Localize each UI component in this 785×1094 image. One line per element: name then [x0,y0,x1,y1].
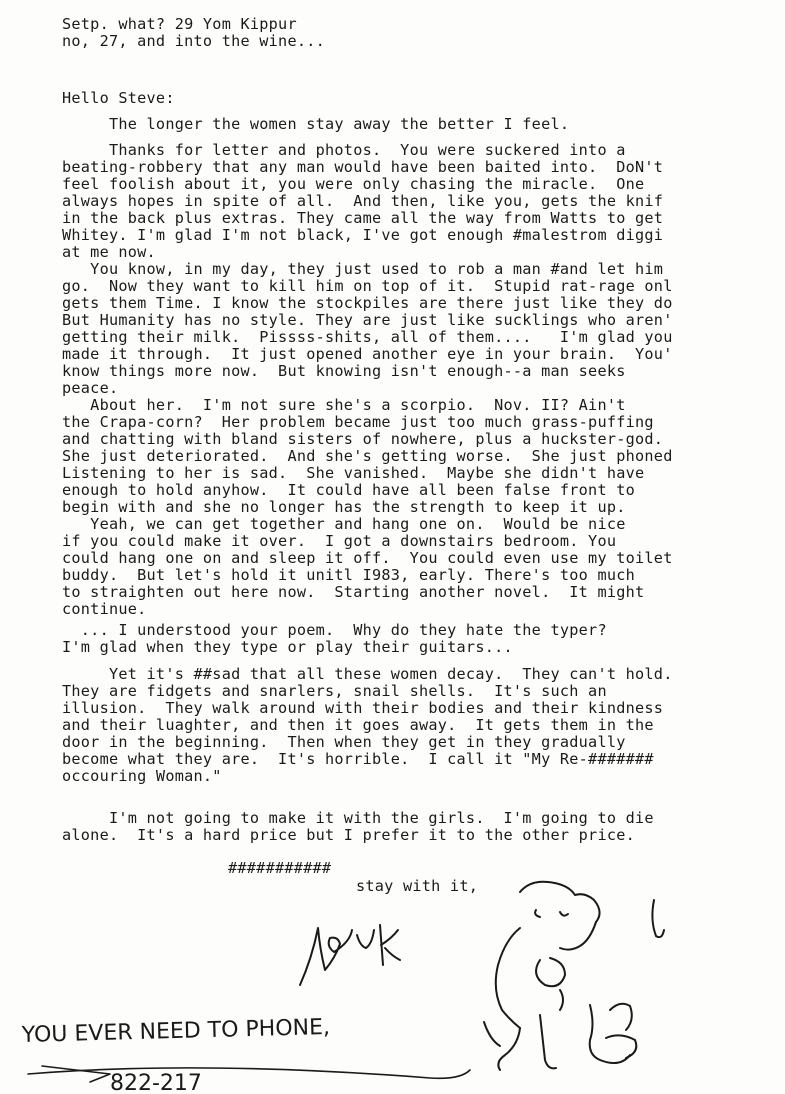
body-line: ... I understood your poem. Why do they hate the typer? [62,621,607,639]
header-line-1: Setp. what? 29 Yom Kippur [62,15,297,33]
handwritten-phone-note [21,1015,470,1094]
body-line: gets them Time. I know the stockpiles are there just like they do [62,294,673,312]
body-line: continue. [62,600,147,618]
body-line: beating-robbery that any man would have been baited into. DoN't [62,158,664,176]
body-line: occouring Woman." [62,767,222,785]
body-line: getting their milk. Pissss-shits, all of them.... I'm glad you [62,328,673,346]
body-line: made it through. It just opened another eye in your brain. You' [62,345,673,363]
body-line: illusion. They walk around with their bodies and their kindness [62,699,664,717]
body-line: begin with and she no longer has the strength to keep it up. [62,498,626,516]
handwritten-note-2: 822-217 [110,1071,202,1094]
body-line: I'm glad when they type or play their guitars... [62,638,513,656]
doodle-figure-drawing [484,882,664,1070]
body-line: peace. [62,379,119,397]
body-line: and chatting with bland sisters of nowhere, plus a huckster-god. [62,430,664,448]
body-line: could hang one on and sleep it off. You could even use my toilet [62,549,673,567]
body-line: to straighten out here now. Starting another novel. It might [62,583,645,601]
signature-drawing [300,925,400,985]
body-line: But Humanity has no style. They are just like sucklings who aren' [62,311,673,329]
body-line: become what they are. It's horrible. I call it "My Re-####### [62,750,654,768]
strikeout-text: ########### [228,859,332,877]
body-line: The longer the women stay away the better I feel. [62,115,570,133]
body-line: always hopes in spite of all. And then, like you, gets the knif [62,192,664,210]
body-line: door in the beginning. Then when they get in they gradually [62,733,626,751]
body-line: alone. It's a hard price but I prefer it to the other price. [62,826,636,844]
body-line: buddy. But let's hold it unitl I983, early. There's too much [62,566,636,584]
greeting: Hello Steve: [62,89,175,107]
body-line: About her. I'm not sure she's a scorpio. Nov. II? Ain't [62,396,626,414]
handwritten-note-1: YOU EVER NEED TO PHONE, [21,1014,331,1048]
closing: stay with it, [356,877,479,895]
body-line: feel foolish about it, you were only chasing the miracle. One [62,175,645,193]
body-line: and their luaghter, and then it goes away. It gets them in the [62,716,654,734]
body-line: They are fidgets and snarlers, snail shells. It's such an [62,682,607,700]
body-line: You know, in my day, they just used to rob a man #and let him [62,260,664,278]
body-line: Whitey. I'm glad I'm not black, I've got enough #malestrom diggi [62,226,664,244]
body-line: Listening to her is sad. She vanished. Maybe she didn't have [62,464,645,482]
body-line: in the back plus extras. They came all the way from Watts to get [62,209,664,227]
body-line: enough to hold anyhow. It could have all been false front to [62,481,636,499]
body-line: I'm not going to make it with the girls. I'm going to die [62,809,654,827]
body-line: the Crapa-corn? Her problem became just too much grass-puffing [62,413,654,431]
body-line: Thanks for letter and photos. You were suckered into a [62,141,626,159]
body-line: if you could make it over. I got a downstairs bedroom. You [62,532,617,550]
body-line: at me now. [62,243,156,261]
body-line: go. Now they want to kill him on top of it. Stupid rat-rage onl [62,277,673,295]
body-line: Yeah, we can get together and hang one on. Would be nice [62,515,626,533]
body-line: She just deteriorated. And she's getting worse. She just phoned [62,447,673,465]
body-line: Yet it's ##sad that all these women decay. They can't hold. [62,665,673,683]
body-line: know things more now. But knowing isn't enough--a man seeks [62,362,626,380]
header-line-2: no, 27, and into the wine... [62,32,326,50]
